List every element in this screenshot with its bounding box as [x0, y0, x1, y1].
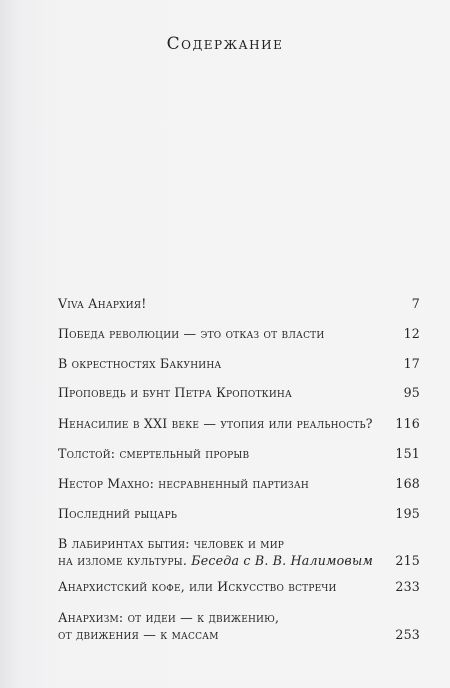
toc-entry: [58, 505, 420, 522]
toc-entry: [58, 578, 420, 595]
toc-page-number: 215: [395, 553, 420, 568]
toc-entry: [58, 325, 420, 342]
toc-entry: [58, 475, 420, 492]
toc-entry: [58, 384, 420, 401]
toc-entry-title: В лабиринтах бытия: человек и мир на изломе культуры. Беседа с В. В. Налимовым: [58, 536, 374, 568]
toc-entry-title: Анархистский кофе, или Искусство встречи: [58, 579, 337, 594]
toc-entry: [58, 295, 420, 312]
toc-page-number: 253: [395, 627, 420, 642]
toc-page-number: 233: [395, 579, 420, 594]
toc-page-number: 151: [395, 446, 420, 461]
toc-page-number: 17: [403, 356, 420, 371]
toc-entry-title: Ненасилие в XXI веке — утопия или реальность?: [58, 416, 373, 431]
toc-entry: [58, 535, 420, 569]
page-title: Содержание: [166, 34, 284, 54]
toc-entry-title: В окрестностях Бакунина: [58, 356, 222, 371]
toc-page-number: 195: [395, 506, 420, 521]
toc-entry-title: Viva Анархия!: [58, 296, 147, 311]
toc-page-number: 12: [403, 326, 420, 341]
toc-entry: [58, 355, 420, 372]
toc-entry-title: Анархизм: от идеи — к движению, от движения — к массам: [58, 610, 280, 642]
toc-page-number: 7: [411, 296, 420, 311]
toc-entry: [58, 445, 420, 462]
toc-entry: [58, 609, 420, 643]
toc-page-number: 116: [395, 416, 420, 431]
toc-entry-title: Нестор Махно: несравненный партизан: [58, 476, 309, 491]
toc-entry-title: Последний рыцарь: [58, 506, 178, 521]
toc-entry: [58, 415, 420, 432]
toc-page-number: 95: [403, 385, 420, 400]
toc-entry-title: Толстой: смертельный прорыв: [58, 446, 250, 461]
toc-entry-title: Победа революции — это отказ от власти: [58, 326, 325, 341]
toc-page-number: 168: [395, 476, 420, 491]
toc-entry-title: Проповедь и бунт Петра Кропоткина: [58, 385, 292, 400]
